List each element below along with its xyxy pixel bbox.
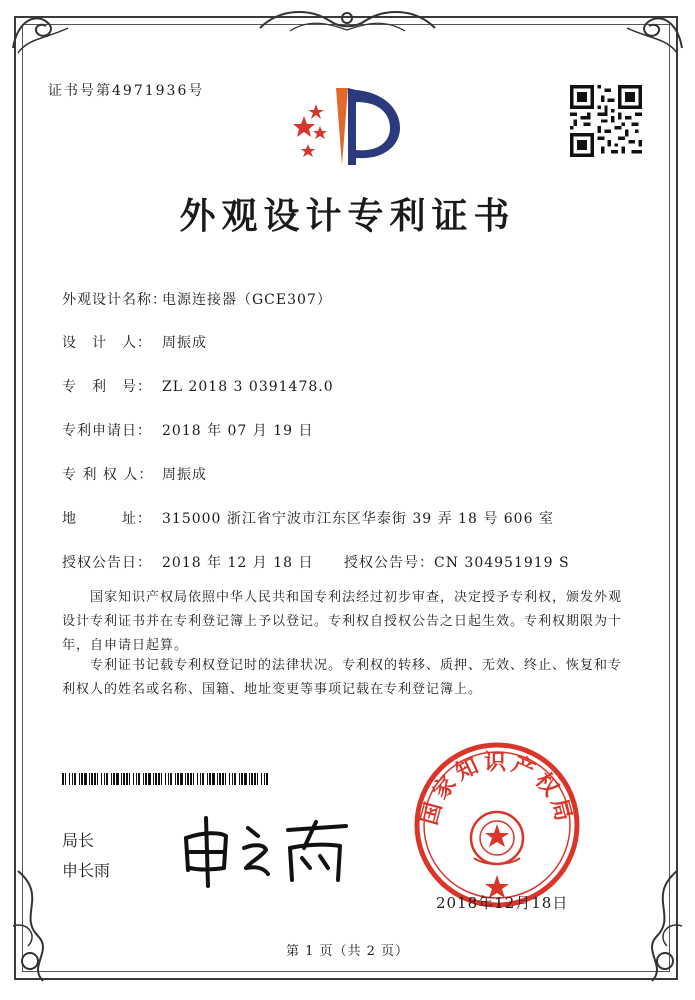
seal-text: 国家知识产权局 <box>417 750 577 828</box>
ornament-top-left-icon <box>8 8 78 58</box>
svg-text:国家知识产权局 <box>417 750 576 827</box>
design-name-row <box>62 289 332 309</box>
patent-no-row <box>62 376 334 396</box>
grant-statement-paragraph: 国家知识产权局依照中华人民共和国专利法经过初步审查，决定授予专利权，颁发外观设计专利证书并在专利登记簿上予以登记。专利权自授权公告之日起生效。专利权期限为十年，自申请日起算。 <box>62 590 623 653</box>
legal-status-paragraph: 专利证书记载专利权登记时的法律状况。专利权的转移、质押、无效、终止、恢复和专利权人的姓名或名称、国籍、地址变更等事项记载在专利登记簿上。 <box>62 658 623 697</box>
patentee-row <box>62 464 207 484</box>
signatory-name: 申长雨 <box>62 861 111 880</box>
official-seal-icon <box>412 740 582 910</box>
grant-no-value: CN 304951919 S <box>434 555 570 571</box>
seal-date: 2018年12月18日 <box>436 894 569 912</box>
handwritten-signature-icon <box>178 808 358 888</box>
designer-value: 周振成 <box>162 335 207 351</box>
designer-label: 设 计 人： <box>62 335 152 351</box>
patent-office-logo-icon <box>282 80 412 170</box>
patentee-value: 周振成 <box>162 467 207 483</box>
barcode-icon <box>62 773 272 785</box>
design-name-value: 电源连接器（GCE307） <box>162 292 332 308</box>
patent-no-value: ZL 2018 3 0391478.0 <box>162 379 334 395</box>
grant-no-row <box>344 552 570 572</box>
ornament-bottom-right-icon <box>627 866 687 986</box>
address-label: 地 址： <box>62 511 152 527</box>
qr-code-icon <box>570 85 642 157</box>
patentee-label: 专 利 权 人： <box>62 467 154 483</box>
grant-date-row <box>62 552 314 572</box>
document-title: 外观设计专利证书 <box>179 195 516 237</box>
signatory-role: 局长 <box>62 831 95 850</box>
patent-no-label: 专 利 号： <box>62 379 152 395</box>
grant-no-label: 授权公告号： <box>344 555 434 571</box>
filing-date-value: 2018 年 07 月 19 日 <box>162 423 314 439</box>
certificate-number: 证书号第4971936号 <box>48 83 205 99</box>
page-number: 第 1 页（共 2 页） <box>285 944 410 959</box>
filing-date-row <box>62 420 314 440</box>
filing-date-label: 专利申请日： <box>62 423 152 439</box>
ornament-top-center-icon <box>250 6 445 36</box>
designer-row <box>62 332 207 352</box>
grant-date-label: 授权公告日： <box>62 555 152 571</box>
address-row <box>62 508 554 528</box>
grant-date-value: 2018 年 12 月 18 日 <box>162 555 314 571</box>
ornament-bottom-left-icon <box>8 866 68 986</box>
design-name-label: 外观设计名称： <box>62 292 167 308</box>
address-value: 315000 浙江省宁波市江东区华泰街 39 弄 18 号 606 室 <box>162 511 554 527</box>
ornament-top-right-icon <box>617 8 687 58</box>
